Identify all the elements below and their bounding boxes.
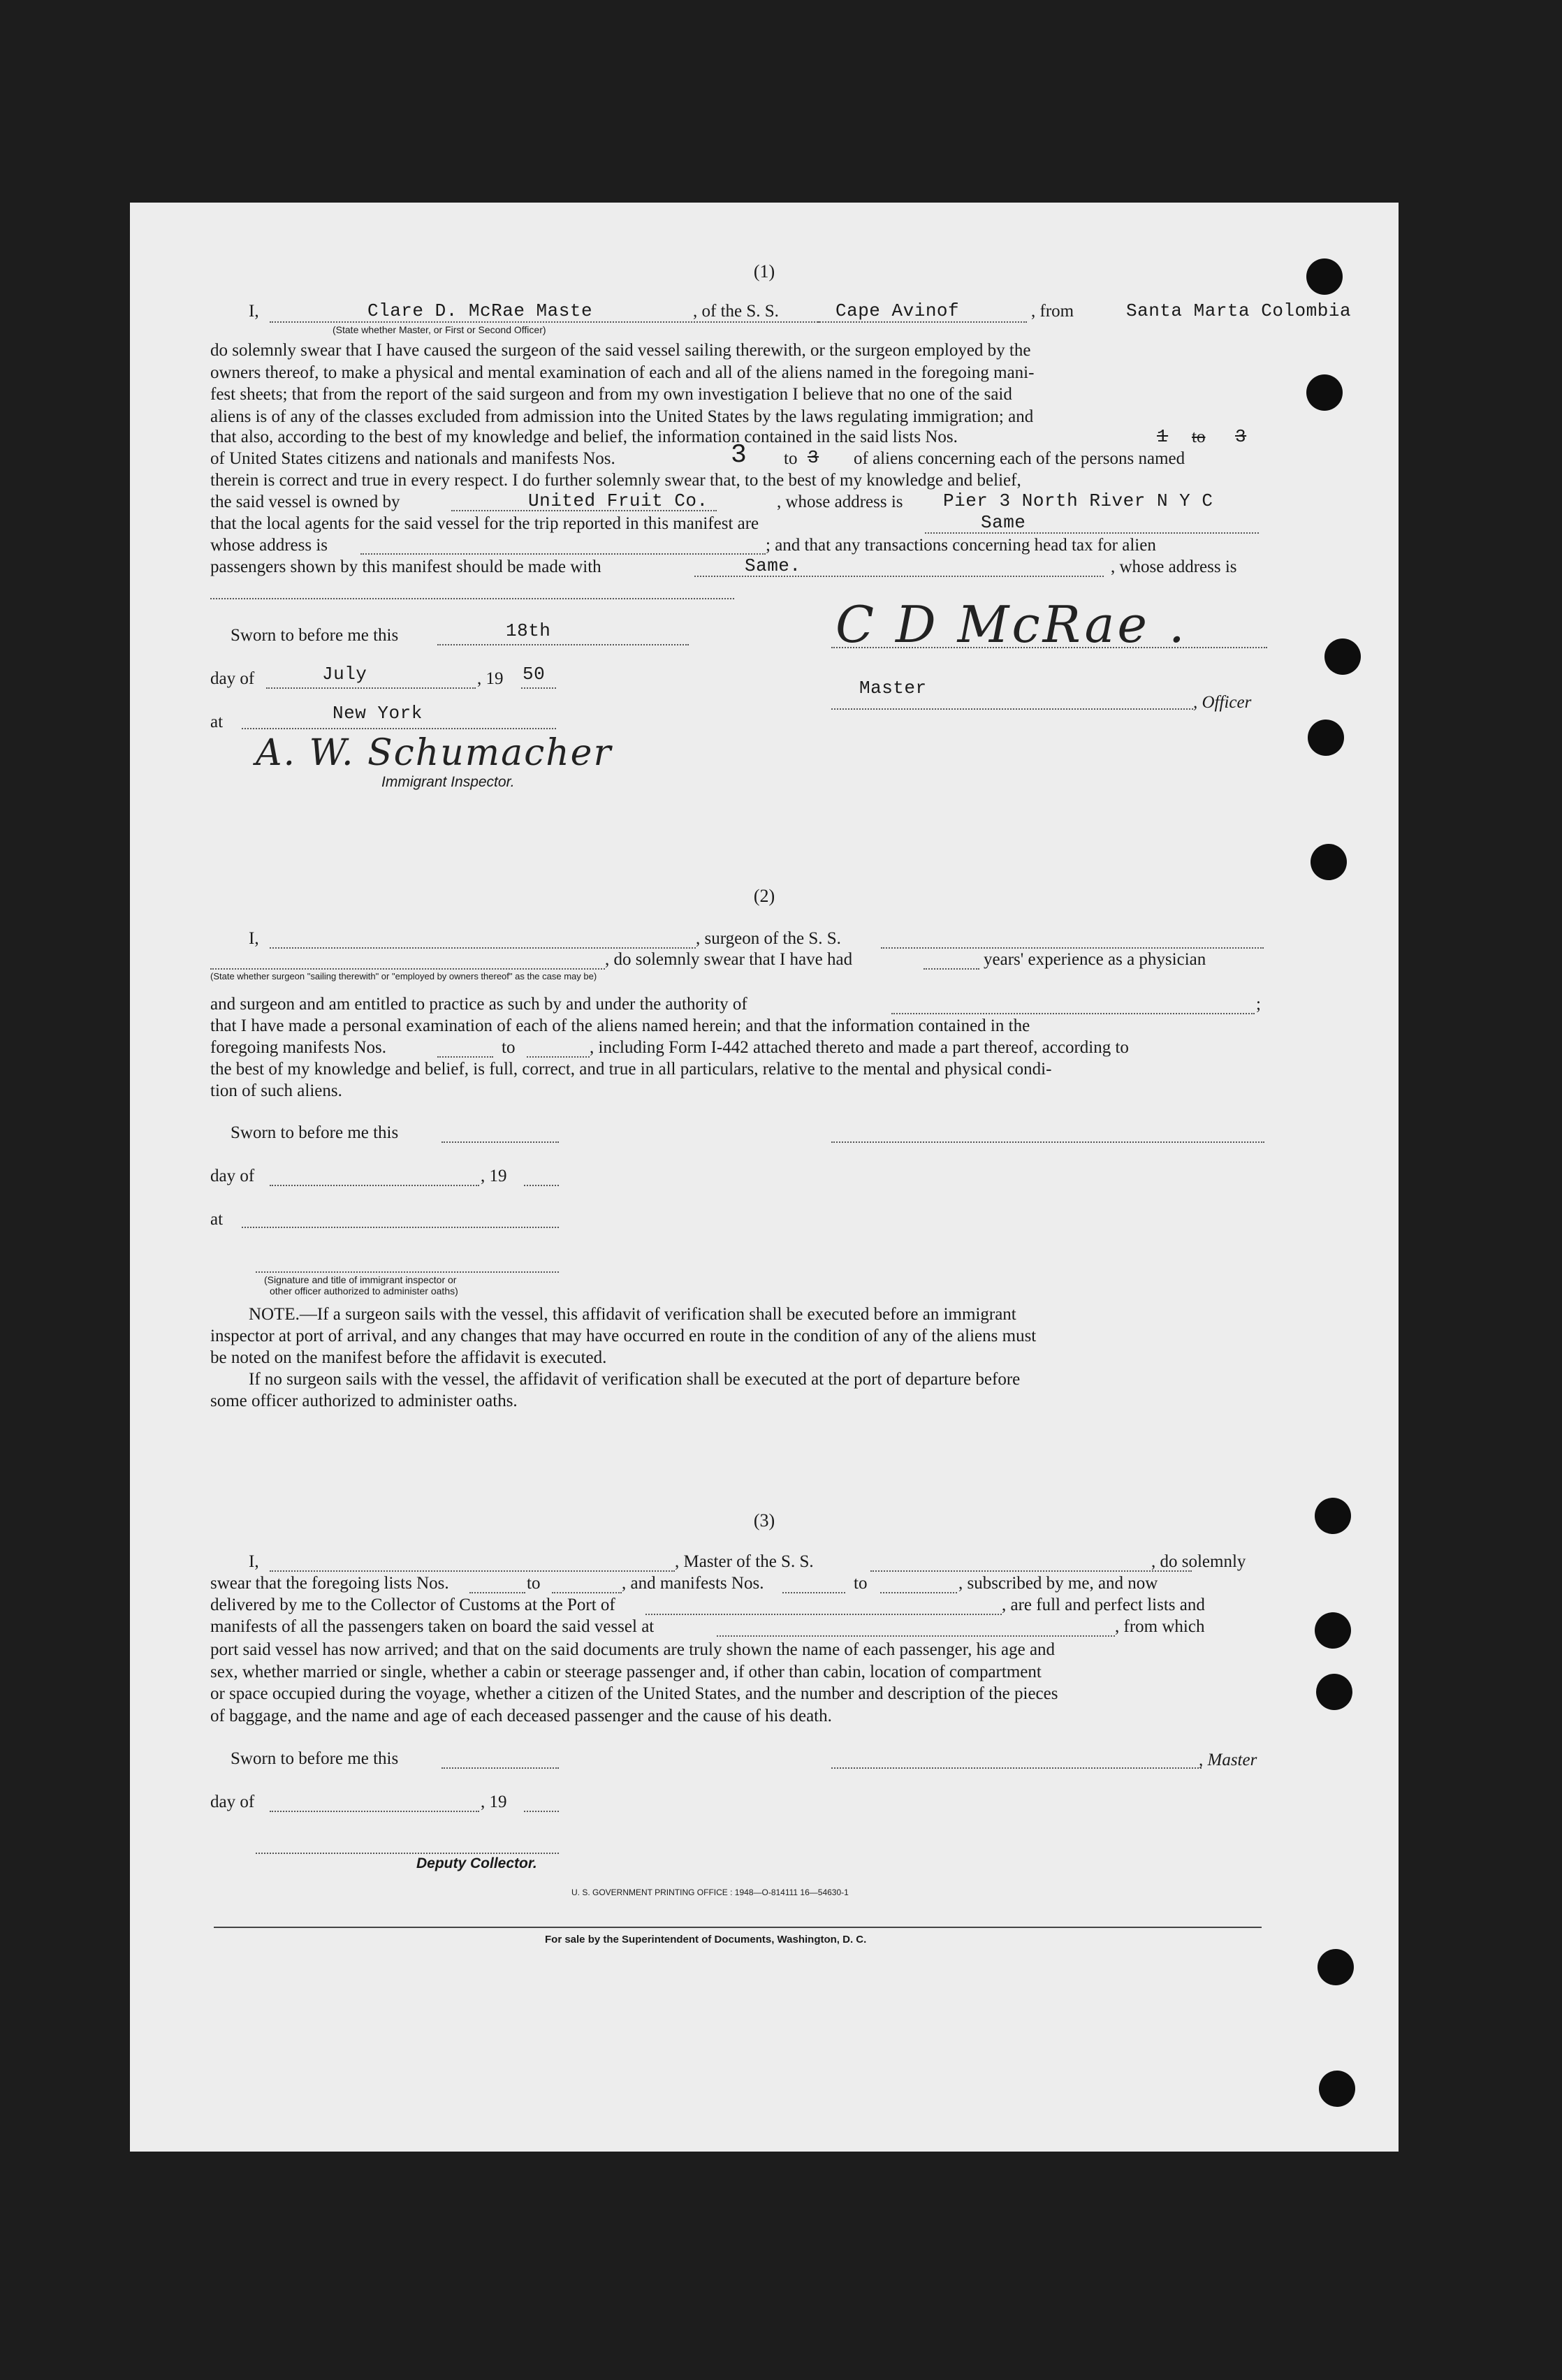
s1-line8a: the said vessel is owned by — [210, 492, 400, 511]
vessel-name: Cape Avinof — [835, 300, 960, 321]
s3-to-2: to — [854, 1574, 868, 1593]
s1-line6a: of United States citizens and nationals and manifests Nos. — [210, 449, 615, 468]
s1-line11b: , whose address is — [1111, 557, 1237, 576]
sale-notice: For sale by the Superintendent of Documents, Washington, D. C. — [545, 1934, 867, 1945]
note-line-4: If no surgeon sails with the vessel, the affidavit of verification shall be executed at the port of departure before — [249, 1370, 1021, 1389]
vessel-owner: United Fruit Co. — [528, 490, 708, 511]
owner-address: Pier 3 North River N Y C — [943, 490, 1213, 511]
master-name: Clare D. McRae Maste — [367, 300, 593, 321]
s3-do-swear: , do solemnly — [1151, 1552, 1246, 1571]
punch-hole — [1308, 720, 1344, 756]
sworn-month: July — [322, 664, 367, 685]
origin-port: Santa Marta Colombia — [1126, 300, 1352, 321]
s3-line2b: , and manifests Nos. — [622, 1574, 764, 1593]
s2-year-prefix: , 19 — [481, 1167, 507, 1185]
s1-line10a: whose address is — [210, 536, 328, 555]
head-tax-party: Same. — [745, 555, 801, 576]
s1-dayof-label: day of — [210, 669, 255, 688]
s3-line3a: delivered by me to the Collector of Customs at the Port of — [210, 1596, 615, 1614]
from-label: , from — [1031, 302, 1074, 321]
s3-year-prefix: , 19 — [481, 1793, 507, 1811]
punch-hole — [1319, 2071, 1355, 2107]
s1-body-lines: do solemnly swear that I have caused the surgeon of the said vessel sailing therewith, or the surgeon employed by the owners thereof, to make a physical and mental examination of each and all of the aliens named in the foregoing mani- fest sheets; that from the report of the said surgeon and from my own investigation I believe that no one of the said aliens is of any of the classes excluded from admission into the United States by the laws regulating immigration; and — [210, 341, 1035, 426]
s3-to-1: to — [527, 1574, 541, 1593]
s3-master-of: , Master of the S. S. — [675, 1552, 814, 1571]
s2-dayof-label: day of — [210, 1167, 255, 1185]
s2-line7: tion of such aliens. — [210, 1081, 342, 1100]
s2-surgeon-of: , surgeon of the S. S. — [696, 929, 841, 948]
local-agents: Same — [981, 512, 1026, 533]
section-3-number: (3) — [753, 1510, 775, 1531]
name-hint: (State whether Master, or First or Second Officer) — [333, 324, 546, 335]
s2-sworn-label: Sworn to before me this — [231, 1123, 399, 1142]
officer-label: , Officer — [1193, 693, 1252, 712]
s2-years: years' experience as a physician — [984, 950, 1206, 969]
s2-line5a: foregoing manifests Nos. — [210, 1038, 387, 1057]
s2-line5b: , including Form I-442 attached thereto and made a part thereof, according to — [590, 1038, 1129, 1057]
note-line-3: be noted on the manifest before the affidavit is executed. — [210, 1348, 607, 1367]
s2-i: I, — [249, 929, 259, 948]
inspector-label: Immigrant Inspector. — [381, 774, 515, 790]
punch-hole — [1311, 844, 1347, 880]
s1-line5: that also, according to the best of my knowledge and belief, the information contained in the said lists Nos. — [210, 428, 958, 446]
punch-hole — [1324, 638, 1361, 675]
s3-sworn-label: Sworn to before me this — [231, 1749, 399, 1768]
sworn-day: 18th — [506, 620, 551, 641]
s1-sworn-label: Sworn to before me this — [231, 626, 399, 645]
s1-line10b: ; and that any transactions concerning head tax for alien — [766, 536, 1156, 555]
s2-do-swear: , do solemnly swear that I have had — [605, 950, 853, 969]
document-page: (1) I, Clare D. McRae Maste (State whether Master, or First or Second Officer) , of the S. S. Cape Avinof , from Santa Marta Colombia do solemnly swear that I have caused the surgeon of the said vessel sailing therewith, or the surgeon employed by the owners thereof, to make a physical and mental examination of each and all of the aliens named in the foregoing mani- fest sheets; that from the report of the said surgeon and from my own investigation I believe that no one of the said aliens is of any of the classes excluded from admission into the United States by the laws regulating immigration; and that also, according to the best of my knowledge and belief, the information contained in the said lists Nos. 1 to 3 of United States citizens and nationals and manifests Nos. 3 to 3 of aliens concerning each of the persons named therein is correct and true in every respect. I do further solemnly swear that, to the best of my knowledge and belief, the said vessel is owned by United Fruit Co. , whose address is Pier 3 North River N Y C that the local agents for the said vessel for the trip reported in this manifest are Same whose address is ; and that any transactions concerning head tax for alien passengers shown by this manifest should be made with Same. , whose address is Sworn to before me this 18th day of July , 19 50 at New York A. W. Schumacher Immigrant Inspector. C D McRae . Master , Officer (2) I, , surgeon of the S. S. , do solemnly swear that I have had years' experience as a physician (State whether surgeon "sailing therewith" or "employed by owners thereof" as the case may be) and surgeon and am entitled to practice as such by and under the authority of ; that I have made a personal examination of each of the aliens named herein; and that the information contained in the foregoing manifests Nos. to , including Form I-442 attached thereto and made a part thereof, according to the best of my knowledge and belief, is full, correct, and true in all particulars, relative to the mental and physical condi- tion of such aliens. Sworn to before me this day of , 19 at (Signature and title of immigrant inspector or other officer authorized to administer oaths) NOTE.—If a surgeon sails with the vessel, this affidavit of verification shall be executed before an immigrant inspector at port of arrival, and any changes that may have occurred en route in the condition of any of the aliens must be noted on the manifest before the affidavit is executed. If no surgeon sails with the vessel, the affidavit of verification shall be executed at the port of departure before some officer authorized to administer oaths. (3) I, , Master of the S. S. , do solemnly swear that the foregoing lists Nos. to , and manifests Nos. to , subscribed by me, and now delivered by me to the Collector of Customs at the Port of , are full and perfect lists and manifests of all the passengers taken on board the said vessel at , from which port said vessel has now arrived; and that on the said documents are truly shown the name of each passenger, his age and sex, whether married or single, whether a cabin or steerage passenger and, if other than cabin, location of compartment or space occupied during the voyage, whether a citizen of the United States, and the number and description of the pieces of baggage, and the name and age of each deceased passenger and the cause of his death. Sworn to before me this , Master day of , 19 Deputy Collector. U. S. GOVERNMENT PRINTING OFFICE : 1948—O-814111 16—54630-1 For sale by the Superintendent of Documents, Washington, D. C. — [130, 203, 1399, 2152]
s2-sig-hint-1: (Signature and title of immigrant inspector or — [264, 1274, 457, 1285]
s1-line9a: that the local agents for the said vessel for the trip reported in this manifest are — [210, 514, 759, 533]
s3-line2c: , subscribed by me, and now — [958, 1574, 1158, 1593]
s3-line4b: , from which — [1115, 1617, 1205, 1636]
lists-to: 3 — [1235, 426, 1247, 447]
s3-line2a: swear that the foregoing lists Nos. — [210, 1574, 449, 1593]
s2-line3: and surgeon and am entitled to practice as such by and under the authority of — [210, 995, 747, 1014]
master-title: Master — [859, 678, 927, 699]
manifests-from: 3 — [731, 440, 747, 470]
lists-from: 1 — [1157, 426, 1169, 447]
master-signature: C D McRae . — [835, 595, 1188, 654]
s2-line4: that I have made a personal examination of each of the aliens named herein; and that the information contained in the — [210, 1016, 1030, 1035]
printer-imprint: U. S. GOVERNMENT PRINTING OFFICE : 1948—O-814111 16—54630-1 — [571, 1888, 849, 1897]
note-line-1: NOTE.—If a surgeon sails with the vessel, this affidavit of verification shall be executed before an immigrant — [249, 1305, 1016, 1324]
s2-to: to — [502, 1038, 516, 1057]
s2-hint: (State whether surgeon "sailing therewith" or "employed by owners thereof" as the case may be) — [210, 971, 597, 981]
s1-line8b: , whose address is — [777, 492, 903, 511]
note-line-2: inspector at port of arrival, and any changes that may have occurred en route in the condition of any of the aliens must — [210, 1327, 1037, 1345]
sworn-place: New York — [333, 703, 423, 724]
punch-hole — [1306, 374, 1343, 411]
s3-i: I, — [249, 1552, 259, 1571]
punch-hole — [1315, 1612, 1351, 1649]
s3-line3b: , are full and perfect lists and — [1002, 1596, 1205, 1614]
sworn-year: 50 — [523, 664, 546, 685]
s2-at-label: at — [210, 1210, 224, 1229]
inspector-signature: A. W. Schumacher — [256, 732, 613, 774]
s1-at-label: at — [210, 713, 224, 731]
s3-body-lines: port said vessel has now arrived; and that on the said documents are truly shown the name of each passenger, his age and sex, whether married or single, whether a cabin or steerage passenger and, if other than cabin, location of compartment or space occupied during the voyage, whether a citizen of the United States, and the number and description of the pieces of baggage, and the name and age of each deceased passenger and the cause of his death. — [210, 1640, 1058, 1725]
of-ss-label: , of the S. S. — [693, 302, 779, 321]
deputy-collector-label: Deputy Collector. — [416, 1855, 537, 1871]
s2-sig-hint-2: other officer authorized to administer oaths) — [270, 1285, 458, 1297]
s3-line4a: manifests of all the passengers taken on board the said vessel at — [210, 1617, 655, 1636]
s3-dayof-label: day of — [210, 1793, 255, 1811]
s1-i: I, — [249, 302, 259, 321]
note-line-5: some officer authorized to administer oaths. — [210, 1392, 518, 1410]
punch-hole — [1316, 1674, 1352, 1710]
s2-line6: the best of my knowledge and belief, is full, correct, and true in all particulars, relative to the mental and physical condi- — [210, 1060, 1052, 1079]
manifests-to-label: to — [784, 449, 798, 468]
section-2-number: (2) — [753, 886, 775, 906]
s1-year-prefix: , 19 — [477, 669, 504, 688]
s1-line6b: of aliens concerning each of the persons named — [854, 449, 1185, 468]
s1-line11a: passengers shown by this manifest should be made with — [210, 557, 601, 576]
section-1-number: (1) — [753, 261, 775, 282]
lists-to-label: to — [1192, 428, 1206, 446]
s1-line7: therein is correct and true in every respect. I do further solemnly swear that, to the best of my knowledge and belief, — [210, 471, 1021, 490]
s3-master-label: , Master — [1199, 1751, 1257, 1769]
manifests-to: 3 — [808, 447, 819, 468]
punch-hole — [1318, 1949, 1354, 1985]
